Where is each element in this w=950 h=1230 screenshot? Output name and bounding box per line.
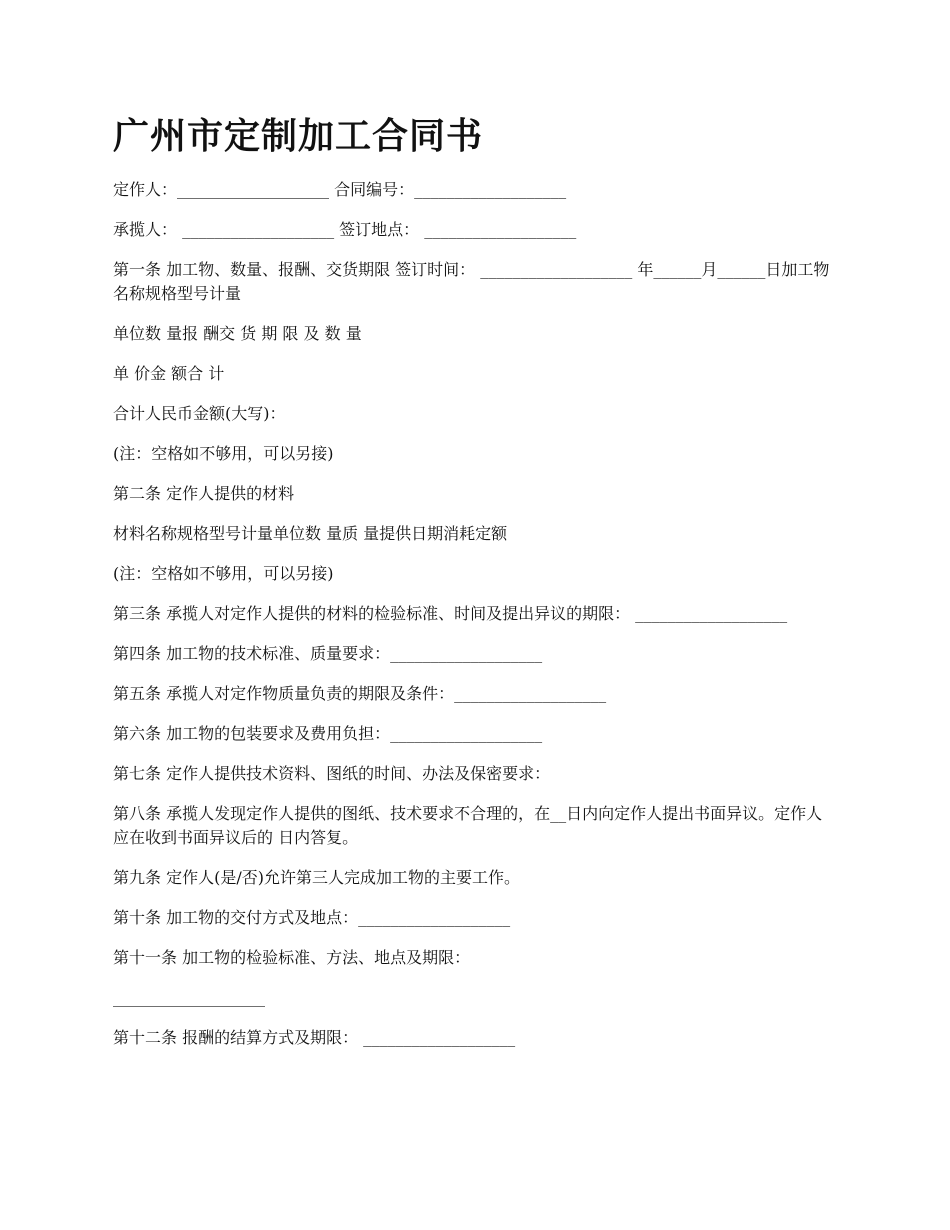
paragraph-article-6: 第六条 加工物的包装要求及费用负担：___________________ xyxy=(113,724,543,743)
paragraph-article-9: 第九条 定作人(是/否)允许第三人完成加工物的主要工作。 xyxy=(113,868,520,887)
paragraph-article-11: 第十一条 加工物的检验标准、方法、地点及期限： xyxy=(113,948,471,967)
document-page xyxy=(113,110,833,1066)
paragraph-article-7: 第七条 定作人提供技术资料、图纸的时间、办法及保密要求： xyxy=(113,764,551,783)
paragraph-total-amount: 合计人民币金额(大写)： xyxy=(113,404,286,423)
paragraph-materials-header: 材料名称规格型号计量单位数 量质 量提供日期消耗定额 xyxy=(113,524,508,543)
paragraph-article-8: 第八条 承揽人发现定作人提供的图纸、技术要求不合理的，在__日内向定作人提出书面异议。定作人应在收到书面异议后的 日内答复。 xyxy=(113,804,823,847)
paragraph-note-2: (注：空格如不够用，可以另接) xyxy=(113,564,334,583)
paragraph-party-a: 定作人：___________________ 合同编号：___________________ xyxy=(113,180,567,199)
paragraph-article-1: 第一条 加工物、数量、报酬、交货期限 签订时间： ___________________ 年______月______日加工物名称规格型号计量 xyxy=(113,260,830,303)
paragraph-article-12: 第十二条 报酬的结算方式及期限： ___________________ xyxy=(113,1028,516,1047)
paragraph-article-3: 第三条 承揽人对定作人提供的材料的检验标准、时间及提出异议的期限： ___________________ xyxy=(113,604,788,623)
paragraph-article-5: 第五条 承揽人对定作物质量负责的期限及条件：___________________ xyxy=(113,684,607,703)
paragraph-article-11-blank: ___________________ xyxy=(113,988,265,1007)
paragraph-table-header-1: 单位数 量报 酬交 货 期 限 及 数 量 xyxy=(113,324,362,343)
paragraph-note-1: (注：空格如不够用，可以另接) xyxy=(113,444,334,463)
paragraph-party-b: 承揽人： ___________________ 签订地点： ___________________ xyxy=(113,220,577,239)
document-title: 广州市定制加工合同书 xyxy=(113,115,484,157)
paragraph-table-header-2: 单 价金 额合 计 xyxy=(113,364,225,383)
paragraph-article-4: 第四条 加工物的技术标准、质量要求：___________________ xyxy=(113,644,543,663)
paragraph-article-10: 第十条 加工物的交付方式及地点：___________________ xyxy=(113,908,511,927)
paragraph-article-2: 第二条 定作人提供的材料 xyxy=(113,484,295,503)
